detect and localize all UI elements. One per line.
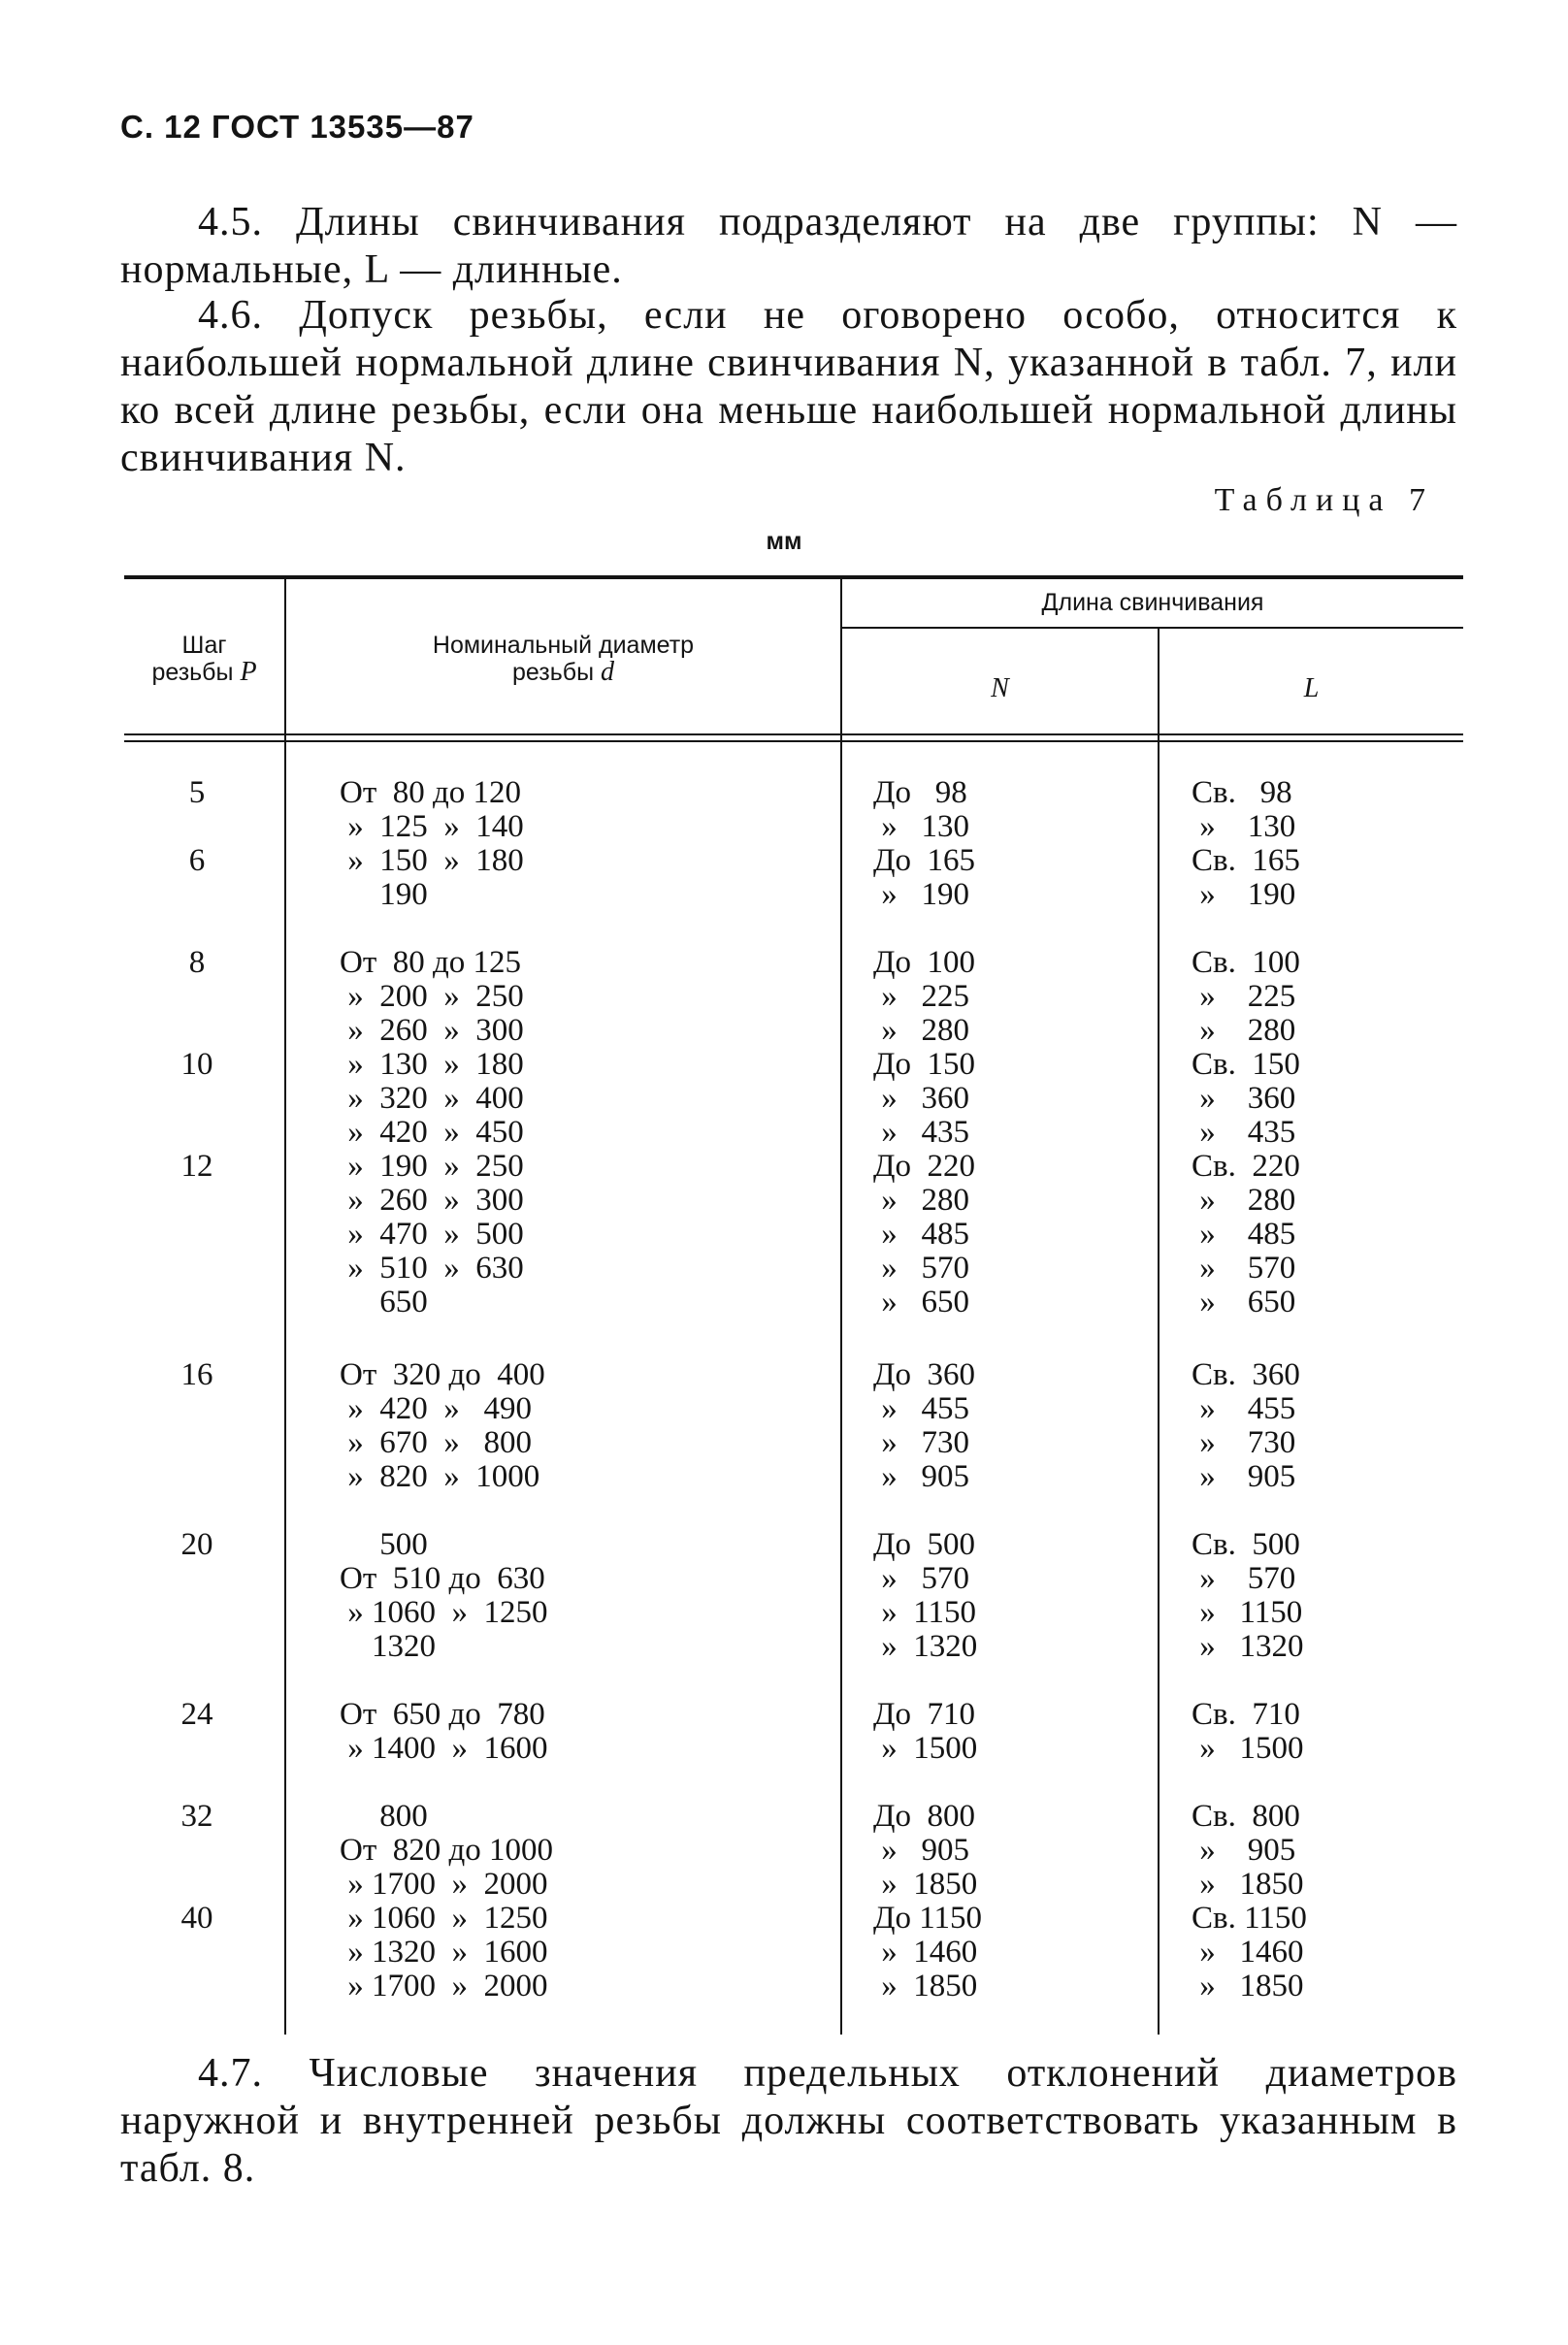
row-length-n: До 360 (873, 1357, 976, 1392)
row-length-n: » 1850 (873, 1969, 978, 2003)
row-length-n: До 165 (873, 843, 976, 878)
row-length-l: » 130 (1192, 809, 1296, 844)
row-diameter: От 650 до 780 (340, 1697, 545, 1732)
row-length-n: » 485 (873, 1217, 969, 1252)
row-diameter: » 1060 » 1250 (340, 1901, 548, 1936)
row-diameter: » 670 » 800 (340, 1425, 532, 1460)
row-step: 40 (180, 1901, 213, 1936)
row-length-l: » 570 (1192, 1561, 1296, 1596)
row-step: 5 (188, 775, 206, 810)
row-length-n: » 1850 (873, 1867, 978, 1902)
table-caption: Таблица 7 (1214, 482, 1434, 518)
row-length-l: » 1460 (1192, 1935, 1304, 1970)
row-length-l: » 1850 (1192, 1867, 1304, 1902)
row-diameter: » 510 » 630 (340, 1251, 524, 1286)
row-length-l: » 730 (1192, 1425, 1296, 1460)
row-length-l: Св. 100 (1192, 945, 1300, 980)
row-length-n: » 650 (873, 1285, 969, 1319)
row-diameter: 500 (340, 1527, 428, 1562)
row-diameter: От 510 до 630 (340, 1561, 545, 1596)
row-diameter: » 470 » 500 (340, 1217, 524, 1252)
column-divider-3 (1158, 629, 1160, 2035)
paragraph-4-7: 4.7. Числовые значения предельных отклонений диаметров наружной и внутренней резьбы должны соответствовать указанным в табл. 8. (120, 2051, 1457, 2191)
paragraph-4-5: 4.5. Длины свинчивания подразделяют на две группы: N — нормальные, L — длинные. (120, 200, 1457, 292)
row-length-l: » 455 (1192, 1391, 1296, 1426)
row-length-n: До 100 (873, 945, 976, 980)
row-diameter: 650 (340, 1285, 428, 1319)
row-step: 12 (180, 1149, 213, 1184)
row-length-l: Св. 710 (1192, 1697, 1300, 1732)
row-length-l: Св. 165 (1192, 843, 1300, 878)
row-length-n: До 800 (873, 1799, 976, 1834)
row-length-l: » 905 (1192, 1833, 1296, 1868)
row-length-l: » 225 (1192, 979, 1296, 1014)
column-divider-2 (840, 579, 842, 2035)
row-step: 10 (180, 1047, 213, 1082)
table-units: мм (766, 528, 802, 555)
row-length-l: » 570 (1192, 1251, 1296, 1286)
row-length-l: Св. 500 (1192, 1527, 1300, 1562)
row-step: 20 (180, 1527, 213, 1562)
row-diameter: » 150 » 180 (340, 843, 524, 878)
row-length-n: » 280 (873, 1013, 969, 1048)
row-length-n: До 500 (873, 1527, 976, 1562)
row-diameter: » 420 » 490 (340, 1391, 532, 1426)
header-n: N (991, 673, 1009, 703)
row-diameter: » 420 » 450 (340, 1115, 524, 1150)
row-length-l: Св. 800 (1192, 1799, 1300, 1834)
header-bottom-rule-1 (124, 733, 1463, 735)
row-length-n: До 220 (873, 1149, 976, 1184)
row-length-l: Св. 98 (1192, 775, 1292, 810)
row-length-n: » 455 (873, 1391, 969, 1426)
row-length-l: » 280 (1192, 1183, 1296, 1218)
row-length-n: » 360 (873, 1081, 969, 1116)
header-length-group: Длина свинчивания (1041, 589, 1264, 616)
header-step: Шаг резьбы P (151, 632, 257, 687)
page-header: С. 12 ГОСТ 13535—87 (120, 109, 474, 145)
row-step: 6 (188, 843, 206, 878)
row-diameter: » 1700 » 2000 (340, 1969, 548, 2003)
row-length-l: » 435 (1192, 1115, 1296, 1150)
row-diameter: От 820 до 1000 (340, 1833, 554, 1868)
row-step: 24 (180, 1697, 213, 1732)
row-diameter: » 1320 » 1600 (340, 1935, 548, 1970)
row-diameter: » 125 » 140 (340, 809, 524, 844)
row-diameter: От 80 до 120 (340, 775, 522, 810)
header-bottom-rule-2 (124, 740, 1463, 742)
row-length-n: До 150 (873, 1047, 976, 1082)
row-length-n: » 190 (873, 877, 969, 912)
row-length-l: Св. 220 (1192, 1149, 1300, 1184)
row-length-n: » 905 (873, 1459, 969, 1494)
row-diameter: » 320 » 400 (340, 1081, 524, 1116)
row-diameter: 1320 (340, 1629, 436, 1664)
row-length-n: До 710 (873, 1697, 976, 1732)
row-diameter: » 190 » 250 (340, 1149, 524, 1184)
row-diameter: » 130 » 180 (340, 1047, 524, 1082)
row-length-n: » 1460 (873, 1935, 978, 1970)
row-length-n: До 98 (873, 775, 967, 810)
row-length-l: Св. 360 (1192, 1357, 1300, 1392)
row-length-n: » 1150 (873, 1595, 977, 1630)
row-length-l: » 485 (1192, 1217, 1296, 1252)
row-length-l: » 1500 (1192, 1731, 1304, 1766)
row-length-l: » 1320 (1192, 1629, 1304, 1664)
row-diameter: » 1700 » 2000 (340, 1867, 548, 1902)
row-length-l: » 1150 (1192, 1595, 1303, 1630)
row-length-n: » 730 (873, 1425, 969, 1460)
row-length-l: Св. 150 (1192, 1047, 1300, 1082)
header-diameter: Номинальный диаметр резьбы d (432, 632, 695, 687)
row-diameter: От 320 до 400 (340, 1357, 545, 1392)
row-step: 32 (180, 1799, 213, 1834)
row-length-n: » 905 (873, 1833, 969, 1868)
row-diameter: » 1060 » 1250 (340, 1595, 548, 1630)
header-group-rule (842, 627, 1463, 629)
row-diameter: 190 (340, 877, 428, 912)
row-step: 8 (188, 945, 206, 980)
row-length-n: » 435 (873, 1115, 969, 1150)
row-length-l: » 190 (1192, 877, 1296, 912)
row-diameter: От 80 до 125 (340, 945, 522, 980)
row-length-n: » 280 (873, 1183, 969, 1218)
paragraph-4-6: 4.6. Допуск резьбы, если не оговорено особо, относится к наибольшей нормальной длине свинчивания N, указанной в табл. 7, или ко всей длине резьбы, если она меньше наибольшей нормальной длины свинчивания N. (120, 293, 1457, 480)
row-diameter: 800 (340, 1799, 428, 1834)
row-length-l: » 650 (1192, 1285, 1296, 1319)
row-length-n: » 1500 (873, 1731, 978, 1766)
row-length-l: Св. 1150 (1192, 1901, 1307, 1936)
row-diameter: » 260 » 300 (340, 1183, 524, 1218)
row-length-n: » 130 (873, 809, 969, 844)
row-diameter: » 820 » 1000 (340, 1459, 540, 1494)
row-length-n: » 225 (873, 979, 969, 1014)
header-l: L (1303, 673, 1320, 703)
row-length-l: » 905 (1192, 1459, 1296, 1494)
row-length-l: » 280 (1192, 1013, 1296, 1048)
row-diameter: » 1400 » 1600 (340, 1731, 548, 1766)
row-length-l: » 360 (1192, 1081, 1296, 1116)
row-length-n: » 1320 (873, 1629, 978, 1664)
row-diameter: » 260 » 300 (340, 1013, 524, 1048)
row-length-n: До 1150 (873, 1901, 983, 1936)
table-top-rule (124, 575, 1463, 579)
row-length-n: » 570 (873, 1251, 969, 1286)
row-length-l: » 1850 (1192, 1969, 1304, 2003)
column-divider-1 (284, 579, 286, 2035)
row-diameter: » 200 » 250 (340, 979, 524, 1014)
row-length-n: » 570 (873, 1561, 969, 1596)
row-step: 16 (180, 1357, 213, 1392)
